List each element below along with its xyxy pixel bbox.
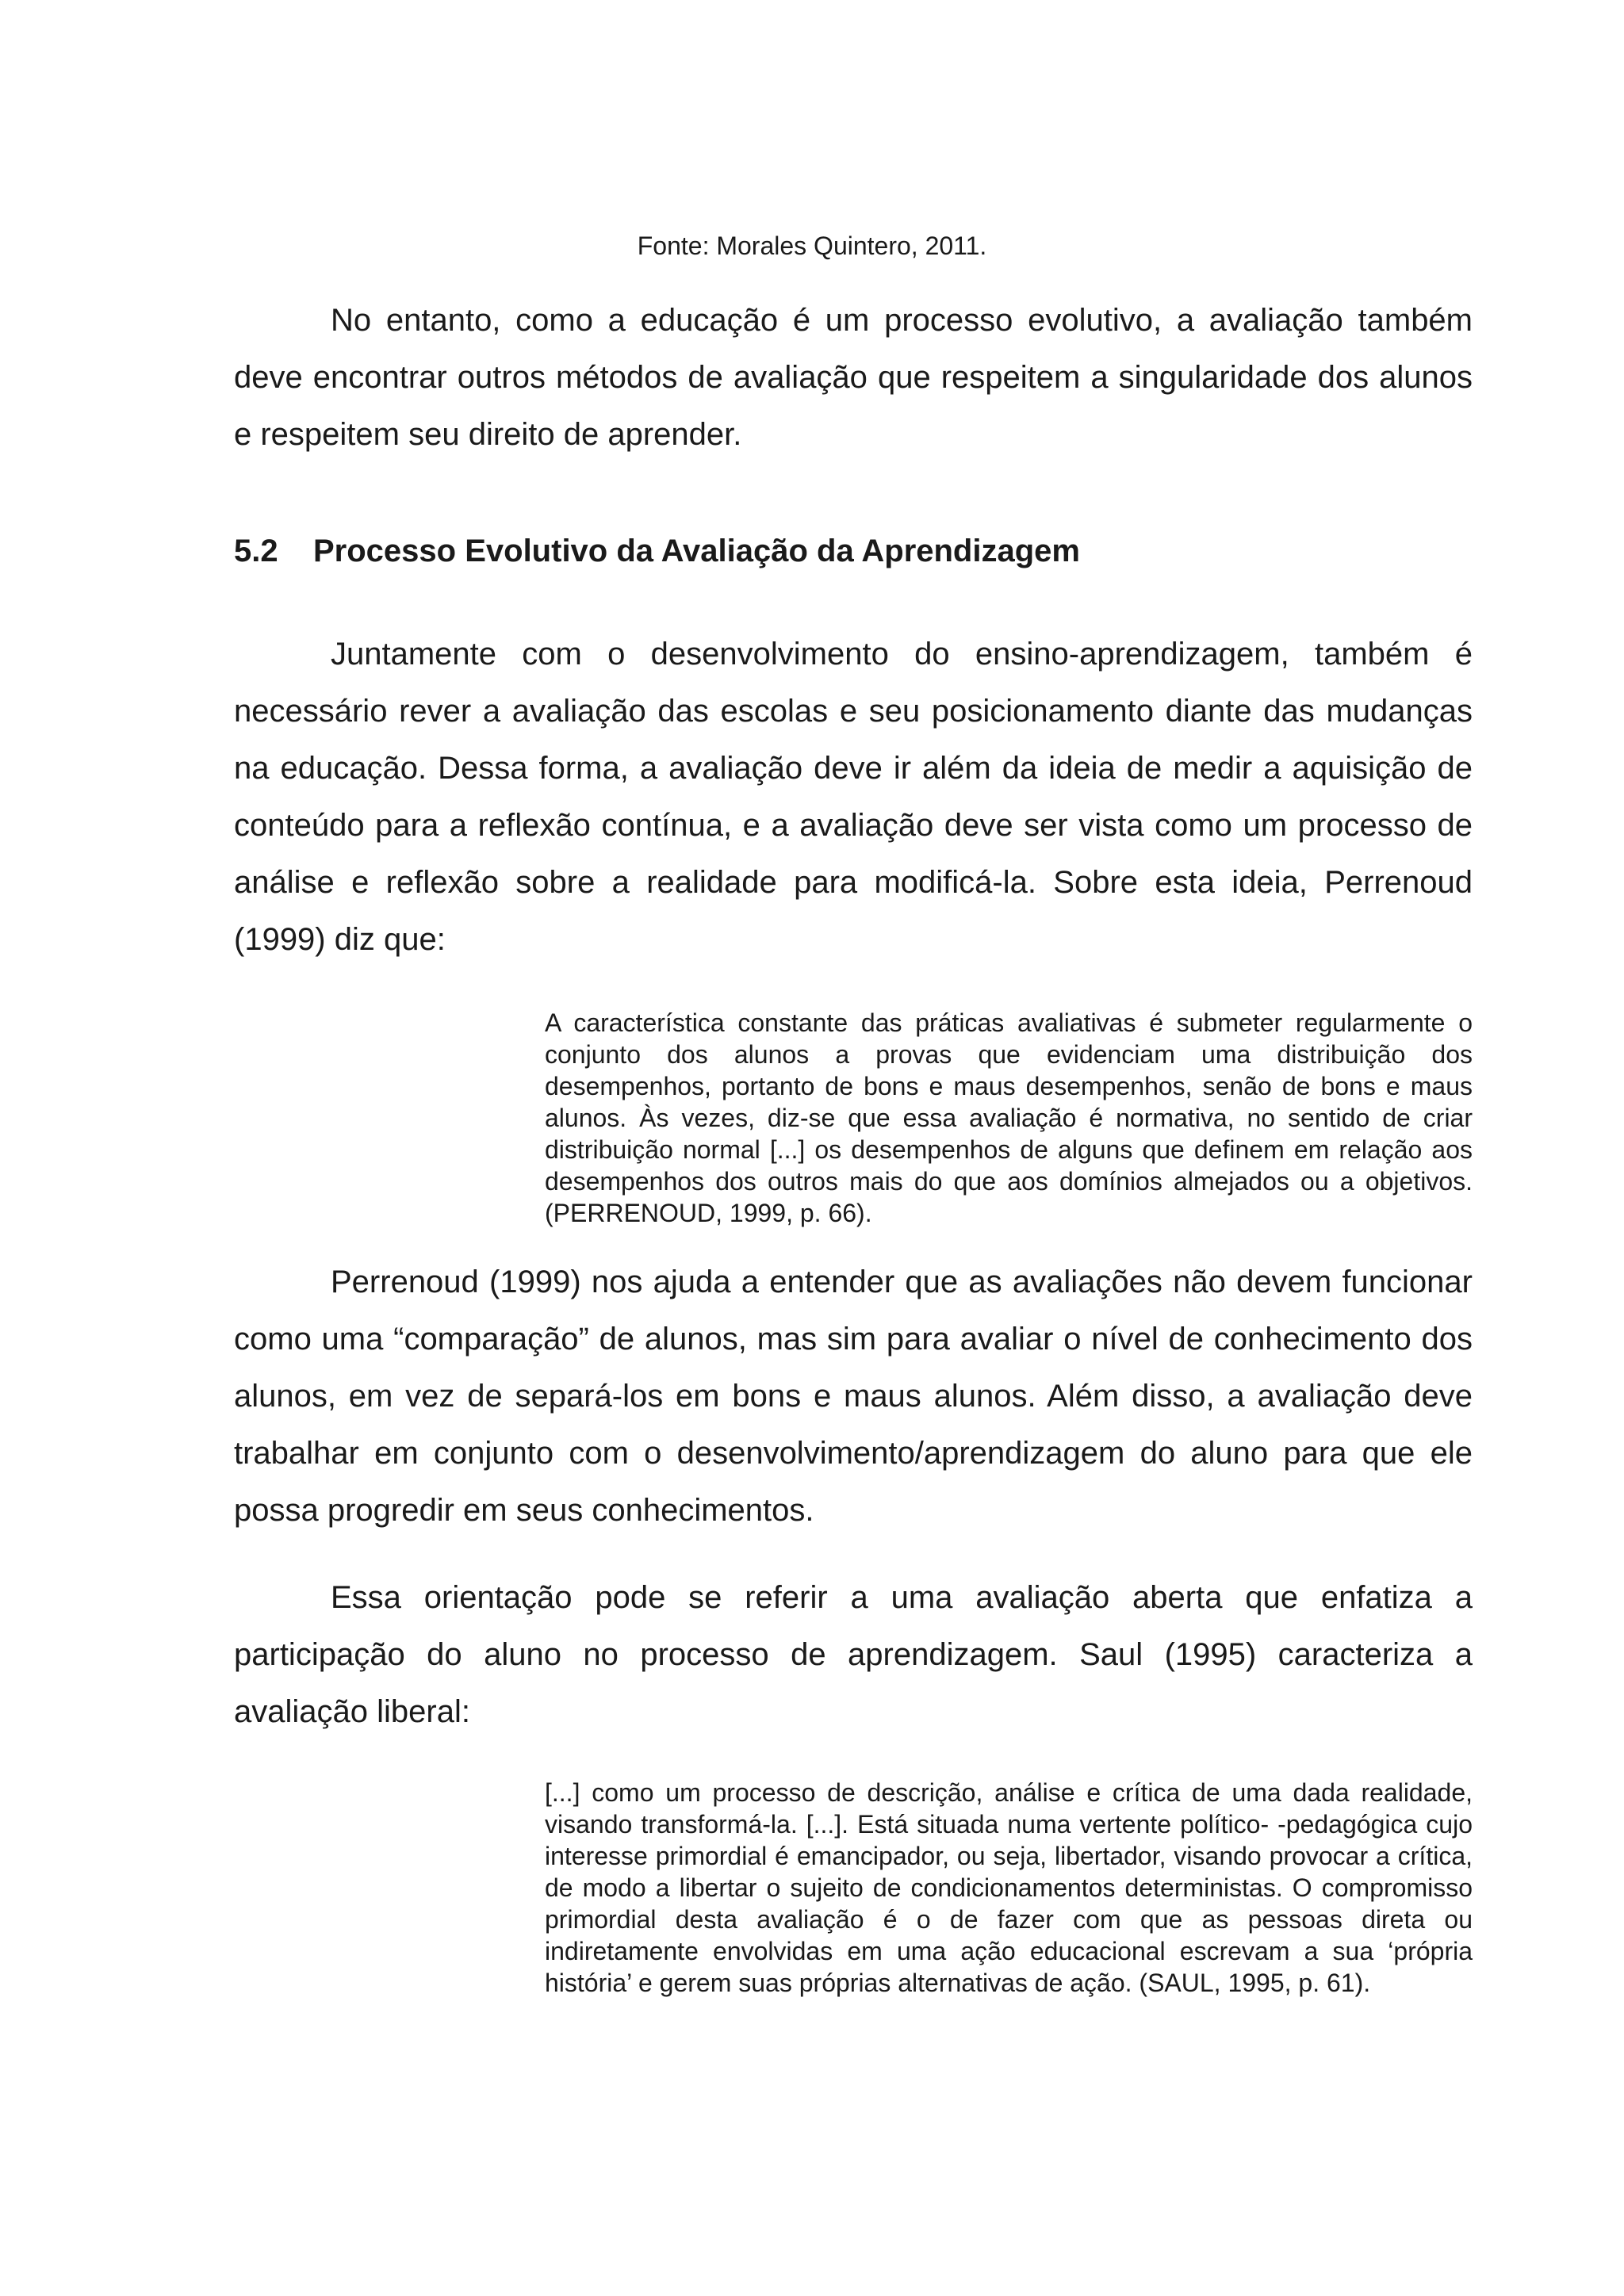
section-title: Processo Evolutivo da Avaliação da Aprendizagem xyxy=(313,534,1080,568)
block-quote-2: [...] como um processo de descrição, análise e crítica de uma dada realidade, visando transformá-la. [...]. Está situada numa vertente político- -pedagógica cujo interesse primordial é emancipador, ou seja, libertador, visando provocar a crítica, de modo a libertar o sujeito de condicionamentos deterministas. O compromisso primordial desta avaliação é o de fazer com que as pessoas direta ou indiretamente envolvidas em uma ação educacional escrevam a sua ‘própria história’ e gerem suas próprias alternativas de ação. (SAUL, 1995, p. 61). xyxy=(545,1778,1473,1997)
figure-source-caption: Fonte: Morales Quintero, 2011. xyxy=(637,232,987,260)
paragraph-3: Perrenoud (1999) nos ajuda a entender que as avaliações não devem funcionar como uma “comparação” de alunos, mas sim para avaliar o nível de conhecimento dos alunos, em vez de separá-los em bons e maus alunos. Além disso, a avaliação deve trabalhar em conjunto com o desenvolvimento/aprendizagem do aluno para que ele possa progredir em seus conhecimentos. xyxy=(234,1265,1473,1528)
block-quote-1: A característica constante das práticas avaliativas é submeter regularmente o conjunto dos alunos a provas que evidenciam uma distribuição dos desempenhos, portanto de bons e maus desempenhos, senão de bons e maus alunos. Às vezes, diz-se que essa avaliação é normativa, no sentido de criar distribuição normal [...] os desempenhos de alguns que definem em relação aos desempenhos dos outros mais do que aos domínios almejados ou a objetivos. (PERRENOUD, 1999, p. 66). xyxy=(545,1008,1473,1227)
paragraph-4: Essa orientação pode se referir a uma avaliação aberta que enfatiza a participação do aluno no processo de aprendizagem. Saul (1995) caracteriza a avaliação liberal: xyxy=(234,1580,1473,1729)
paragraph-2: Juntamente com o desenvolvimento do ensino-aprendizagem, também é necessário rever a avaliação das escolas e seu posicionamento diante das mudanças na educação. Dessa forma, a avaliação deve ir além da ideia de medir a aquisição de conteúdo para a reflexão contínua, e a avaliação deve ser vista como um processo de análise e reflexão sobre a realidade para modificá-la. Sobre esta ideia, Perrenoud (1999) diz que: xyxy=(234,637,1473,957)
section-heading xyxy=(234,527,1080,575)
section-number: 5.2 xyxy=(234,534,278,568)
paragraph-1: No entanto, como a educação é um processo evolutivo, a avaliação também deve encontrar outros métodos de avaliação que respeitem a singularidade dos alunos e respeitem seu direito de aprender. xyxy=(234,303,1473,452)
